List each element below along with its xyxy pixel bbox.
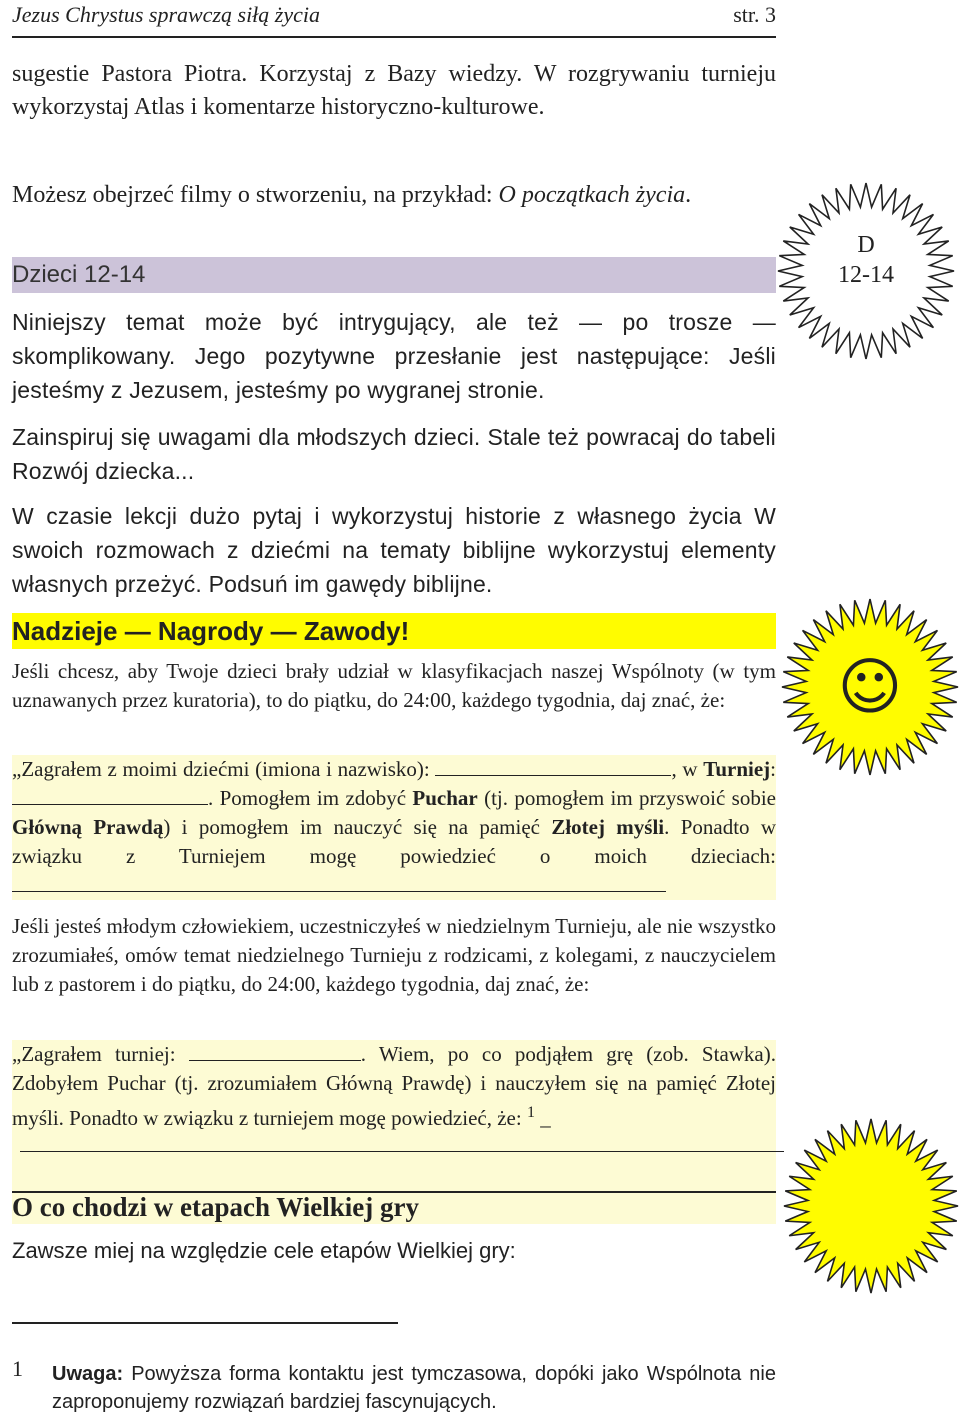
footnote-number: 1: [12, 1356, 23, 1381]
footnote-ref: 1: [526, 1104, 535, 1121]
form1-text: (tj. pomogłem im przyswoić sobie: [477, 786, 776, 810]
running-title: Jezus Chrystus sprawczą siłą życia: [12, 2, 320, 27]
form-youth: [12, 1040, 776, 1192]
footnote-rule: [12, 1322, 398, 1324]
paragraph-topic: Niniejszy temat może być intrygujący, ale też — po trosze — skomplikowany. Jego pozytywne przesłanie jest następujące: Jeśli jesteśmy z Jezusem, jesteśmy po wygranej stronie.: [12, 309, 776, 403]
sun-badge-letter: D: [857, 232, 875, 258]
section-heading-rewards: Nadzieje — Nagrody — Zawody!: [12, 613, 776, 649]
form2-text: _: [534, 1106, 551, 1130]
section-heading-game: O co chodzi w etapach Wielkiej gry: [12, 1192, 419, 1222]
form-parents: [12, 755, 776, 900]
sun-badge-label: [806, 230, 926, 290]
children-blank[interactable]: [12, 871, 666, 892]
page-number: str. 3: [733, 2, 776, 27]
form1-text: ) i pomogłem im nauczyć się na pamięć: [163, 815, 552, 839]
paragraph-inspire: Zainspiruj się uwagami dla młodszych dzieci. Stale też powracaj do tabeli Rozwój dziecka...: [12, 424, 776, 484]
form1-bold: Główną Prawdą: [12, 815, 164, 839]
smiley-symbol: ☺: [837, 650, 903, 723]
form1-bold: Puchar: [412, 786, 478, 810]
section-heading-kids: Dzieci 12-14: [12, 257, 776, 293]
footnote-text: [52, 1360, 776, 1416]
sun-badge-age: 12-14: [838, 262, 894, 288]
film-title: O początkach życia: [498, 182, 686, 208]
tournament-blank[interactable]: [189, 1040, 361, 1061]
form1-bold: Turniej: [703, 757, 771, 781]
form2-text: „Zagrałem turniej:: [12, 1042, 189, 1066]
answer-line[interactable]: [20, 1151, 784, 1152]
paragraph-rewards-intro: Jeśli chcesz, aby Twoje dzieci brały udział w klasyfikacjach naszej Wspólnoty (w tym uznawanych przez kuratoria), to do piątku, do 24:00, każdego tygodnia, daj znać, że:: [12, 659, 776, 712]
form1-bold: Złotej myśli: [551, 815, 665, 839]
tournament-blank[interactable]: [12, 784, 208, 805]
paragraph-game-intro: Zawsze miej na względzie cele etapów Wielkiej gry:: [12, 1238, 516, 1263]
footnote-body: Powyższa forma kontaktu jest tymczasowa, dopóki jako Wspólnota nie zaproponujemy rozwiązań bardziej fascynujących.: [52, 1363, 776, 1413]
form1-text: . Pomogłem im zdobyć: [208, 786, 413, 810]
page-header: [12, 0, 776, 38]
form1-text: . Ponadto w związku z Turniejem mogę powiedzieć o moich dzieciach:: [12, 815, 777, 868]
paragraph-films: [12, 179, 776, 212]
paragraph-youth-intro: Jeśli jesteś młodym człowiekiem, uczestniczyłeś w niedzielnym Turnieju, ale nie wszystko zrozumiałeś, omów temat niedzielnego Turnieju z rodzicami, z kolegami, z nauczycielem lub z pastorem i do piątku, do 24:00, każdego tygodnia, daj znać, że:: [12, 914, 777, 996]
paragraph-lesson: W czasie lekcji dużo pytaj i wykorzystuj historie z własnego życia W swoich rozmowach z dziećmi na tematy biblijne wykorzystuj elementy własnych przeżyć. Podsuń im gawędy biblijne.: [12, 503, 776, 597]
form1-text: , w: [671, 757, 704, 781]
paragraph-intro: sugestie Pastora Piotra. Korzystaj z Bazy wiedzy. W rozgrywaniu turnieju wykorzystaj Atlas i komentarze historyczno-kulturowe.: [12, 61, 776, 120]
form1-text: :: [770, 757, 776, 781]
films-suffix: .: [685, 182, 692, 208]
names-blank[interactable]: [435, 755, 671, 776]
form1-text: „Zagrałem z moimi dziećmi (imiona i nazwisko):: [12, 757, 436, 781]
films-text: Możesz obejrzeć filmy o stworzeniu, na przykład:: [12, 182, 499, 208]
plain-sun-icon: [782, 1112, 960, 1300]
form2-text: . Wiem, po co podjąłem grę (zob. Stawka). Zdobyłem Puchar (tj. zrozumiałem Główną Prawdę) i nauczyłem się na pamięć Złotej myśli. Ponadto w związku z turniejem mogę powiedzieć, że:: [12, 1042, 776, 1130]
footnote-label: Uwaga:: [52, 1363, 124, 1385]
